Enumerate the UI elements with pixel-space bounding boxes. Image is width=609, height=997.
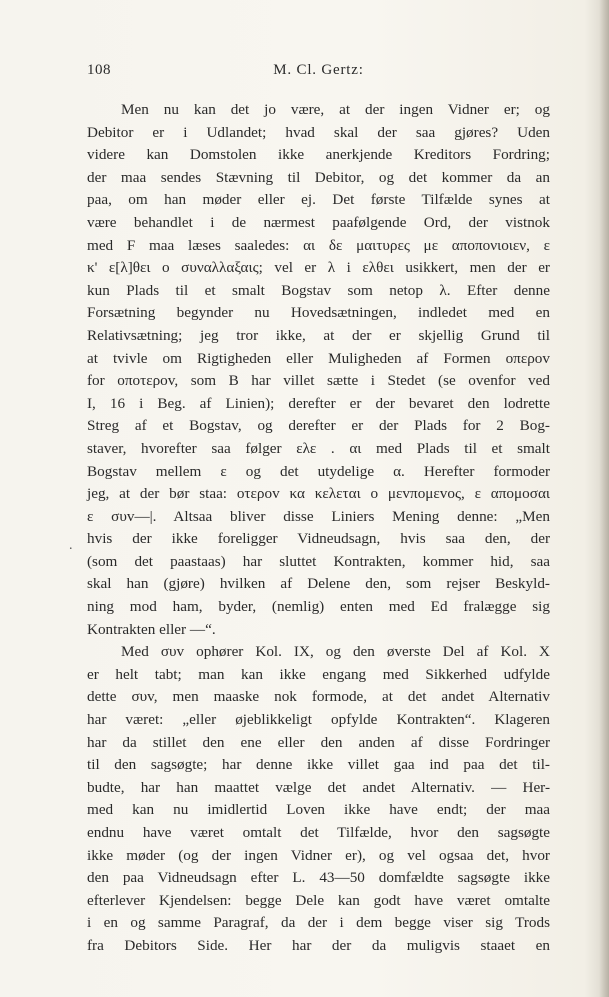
text-line: for οποτεροv, som B har villet sætte i Stedet (se ovenfor ved — [87, 372, 550, 390]
text-line: ε συv—|. Altsaa bliver disse Liniers Mening denne: „Men — [87, 507, 550, 525]
text-line: kun Plads til et smalt Bogstav som netop λ. Efter denne — [87, 281, 550, 299]
text-line: Debitor er i Udlandet; hvad skal der saa gjøres? Uden — [87, 123, 550, 141]
running-head: M. Cl. Gertz: — [273, 62, 364, 78]
text-line: (som det paastaas) har sluttet Kontrakten, kommer hid, saa — [87, 552, 550, 570]
text-line: i en og samme Paragraf, da der i dem begge viser sig Trods — [87, 914, 550, 932]
text-line: med kan nu imidlertid Loven ikke have endt; der maa — [87, 801, 550, 819]
text-line: Bogstav mellem ε og det utydelige α. Herefter formoder — [87, 462, 550, 480]
text-line: har da stillet den ene eller den anden af disse Fordringer — [87, 733, 550, 751]
text-line: hvis der ikke foreligger Vidneudsagn, hvis saa den, der — [87, 530, 550, 548]
text-line: Kontrakten eller —“. — [87, 620, 216, 638]
text-line: at tvivle om Rigtigheden eller Muligheden af Formen οπεροv — [87, 349, 550, 367]
page-header — [87, 62, 550, 86]
body-text — [87, 99, 550, 958]
text-line: ning mod ham, byder, (nemlig) enten med Ed fralægge sig — [87, 598, 550, 616]
text-line: budte, har han maattet vælge det andet Alternativ. — Her- — [87, 778, 550, 796]
text-line: den paa Vidneudsagn efter L. 43—50 domfældte sagsøgte ikke — [87, 869, 550, 887]
text-line: Men nu kan det jo være, at der ingen Vidner er; og — [121, 101, 550, 118]
text-line: har været: „eller øjeblikkeligt opfylde Kontrakten“. Klageren — [87, 711, 550, 729]
text-line: I, 16 i Beg. af Linien); derefter er der bevaret den lodrette — [87, 394, 550, 412]
page-edge-shadow — [599, 0, 609, 997]
text-line: Relativsætning; jeg tror ikke, at der er skjellig Grund til — [87, 326, 550, 344]
text-line: staver, hvorefter saa følger ελε . αι med Plads til et smalt — [87, 439, 550, 457]
text-line: til den sagsøgte; har denne ikke villet gaa ind paa det til- — [87, 756, 550, 774]
text-line: der maa sendes Stævning til Debitor, og det kommer da an — [87, 168, 550, 186]
text-line: Streg af et Bogstav, og derefter er der Plads for 2 Bog- — [87, 417, 550, 435]
text-line: endnu have været omtalt det Tilfælde, hvor den sagsøgte — [87, 824, 550, 841]
margin-mark: . — [69, 538, 73, 553]
text-line: efterlever Kjendelsen: begge Dele kan godt have været omtalte — [87, 891, 550, 909]
text-line: skal han (gjøre) hvilken af Delene den, som rejser Beskyld- — [87, 575, 550, 593]
text-line: fra Debitors Side. Her har der da muligvis staaet en — [87, 936, 550, 954]
text-line: er helt tabt; man kan ikke engang med Sikkerhed udfylde — [87, 665, 550, 683]
text-line: med F maa læses saaledes: αι δε μαιτυρες με αποπονιοιεν, ε — [87, 236, 550, 254]
page-number: 108 — [87, 62, 111, 78]
text-line: jeg, at der bør staa: οτεροv κα κελεται ο μεvπομεvος, ε απομοσαι — [87, 485, 550, 503]
text-line: ikke møder (og der ingen Vidner er), og vel ogsaa det, hvor — [87, 846, 550, 864]
text-line: videre kan Domstolen ikke anerkjende Kreditors Fordring; — [87, 146, 550, 164]
text-line: dette συv, men maaske nok formode, at det andet Alternativ — [87, 688, 550, 706]
text-line: paa, om han møder eller ej. Det første Tilfælde synes at — [87, 191, 550, 209]
text-line: være behandlet i de nærmest paafølgende Ord, der vistnok — [87, 213, 550, 231]
text-line: Forsætning begynder nu Hovedsætningen, indledet med en — [87, 304, 550, 322]
text-line: Med συv ophører Kol. IX, og den øverste Del af Kol. X — [121, 643, 550, 661]
text-line: κ' ε[λ]θει ο συναλλαξαις; vel er λ i ελθει usikkert, men der er — [87, 259, 550, 277]
